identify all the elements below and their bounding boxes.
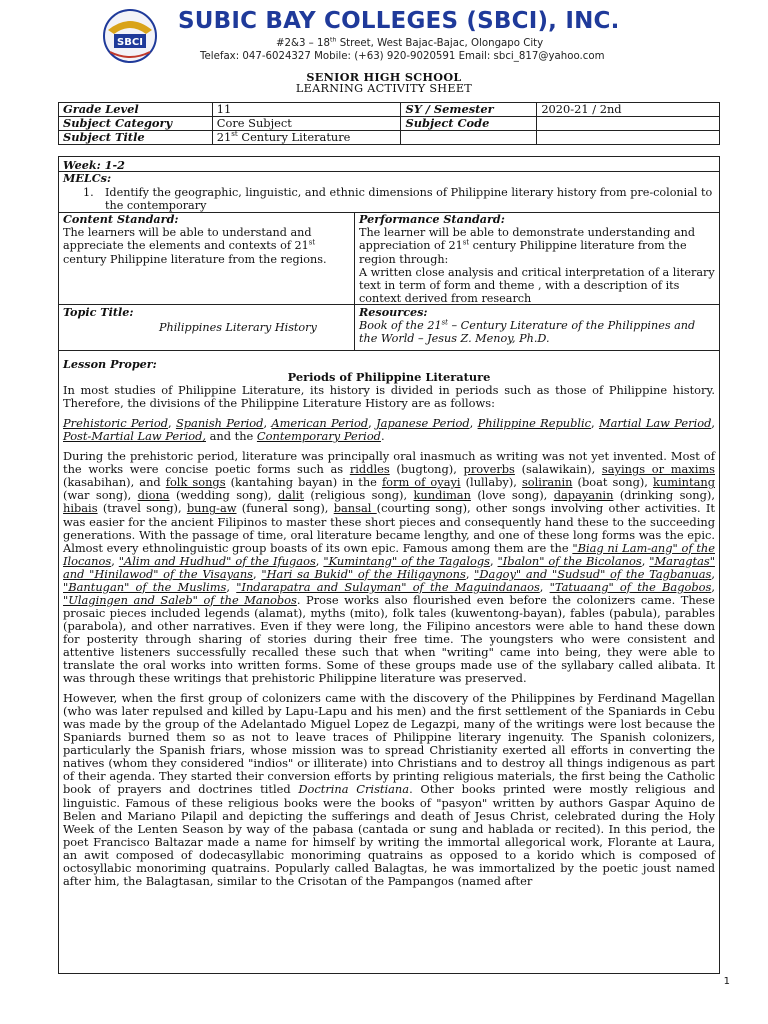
lesson-proper: [59, 355, 719, 895]
logo-text: SBCI: [117, 37, 143, 48]
subject-title-label: Subject Title: [59, 131, 213, 145]
melcs-section: [59, 157, 719, 213]
subject-title-value: 21st Century Literature: [212, 131, 401, 145]
performance-standard-detail: A written close analysis and critical interpretation of a literary text in term of form and theme , with a description of its context derived from research: [359, 265, 715, 306]
college-name: SUBIC BAY COLLEGES (SBCI), INC.: [178, 8, 620, 34]
subject-code-label: Subject Code: [401, 117, 537, 131]
subject-category-label: Subject Category: [59, 117, 213, 131]
melcs-label: MELCs:: [63, 171, 112, 185]
subject-info-table: [58, 102, 720, 145]
college-contact: Telefax: 047-6024327 Mobile: (+63) 920-9020591 Email: sbci_817@yahoo.com: [200, 51, 605, 62]
lesson-heading: Periods of Philippine Literature: [287, 370, 491, 385]
performance-standard: [355, 213, 719, 305]
grade-level-label: Grade Level: [59, 103, 213, 117]
subject-code-value: [537, 117, 720, 131]
lesson-frame: [58, 156, 720, 974]
resources-cell: [355, 306, 719, 346]
lesson-proper-label: Lesson Proper:: [63, 357, 157, 371]
school-level-title: SENIOR HIGH SCHOOL: [306, 70, 462, 84]
grade-level-value: 11: [212, 103, 401, 117]
content-standard-text: The learners will be able to understand and appreciate the elements and contexts of 21st century Philippine literature from the regions.: [63, 226, 327, 266]
sy-semester-value: 2020-21 / 2nd: [537, 103, 720, 117]
lesson-intro: In most studies of Philippine Literature, its history is divided in periods such as those of Philippine history. Therefore, the divisions of the Philippine Literature History are as follows:: [63, 383, 715, 411]
college-address: #2&3 – 18th Street, West Bajac-Bajac, Olongapo City: [276, 36, 544, 49]
week-label: Week: 1-2: [63, 158, 125, 172]
periods-list: Prehistoric Period, Spanish Period, American Period, Japanese Period, Philippine Republic, Martial Law Period, Post-Martial Law Period, and the Contemporary Period.: [63, 416, 715, 444]
topic-title-label: Topic Title:: [63, 305, 134, 319]
subject-category-value: Core Subject: [212, 117, 401, 131]
prehistoric-paragraph: During the prehistoric period, literature was principally oral inasmuch as writing was not yet invented. Most of the works were concise poetic forms such as riddles (bugtong), proverbs (salawikain), sayings or maxims (kasabihan), and folk songs (kantahing bayan) in the form of oyayi (lullaby), soliranin (boat song), kumintang (war song), diona (wedding song), dalit (religious song), kundiman (love song), dapayanin (drinking song), hibais (travel song), bung-aw (funeral song), bansal (courting song), other songs involving other activities. It was easier for the ancient Filipinos to master these short pieces and consequently hand these to the succeeding generations. With the passage of time, oral literature became lengthy, and one of these long forms was the epic. Almost every ethnolinguistic group boasts of its own epic. Famous among them are the "Biag ni Lam-ang" of the Ilocanos, "Alim and Hudhud" of the Ifugaos, "Kumintang" of the Tagalogs, "Ibalon" of the Bicolanos, "Maragtas" and "Hinilawod" of the Visayans, "Hari sa Bukid" of the Hiligaynons, "Dagoy" and "Sudsud" of the Tagbanuas, "Bantugan" of the Muslims, "Indarapatra and Sulayman" of the Maguindanaos, "Tatuaang" of the Bagobos, "Ulagingen and Saleb" of the Manobos. Prose works also flourished even before the colonizers came. These prosaic pieces included legends (alamat), myths (mito), folk tales (kuwentong-bayan), fables (pabula), parables (parabola), and other narratives. Even if they were long, the Filipino ancestors were able to hand these down for posterity through sharing of stories during their free time. The youngsters who were consistent and attentive listeners successfully recalled these such that when "writing" came into being, they were able to translate the oral works into written forms. Some of these groups made use of the syllabary called alibata. It was through these writings that prehistoric Philippine literature was preserved.: [63, 449, 716, 686]
performance-standard-label: Performance Standard:: [359, 212, 505, 226]
page-number: 1: [723, 976, 730, 987]
topic-title-value: Philippines Literary History: [159, 321, 317, 335]
sheet-title: LEARNING ACTIVITY SHEET: [295, 82, 473, 95]
melc-item: Identify the geographic, linguistic, and ethnic dimensions of Philippine literary history from pre-colonial to the contemporary: [105, 186, 713, 213]
resources-value: Book of the 21st – Century Literature of the Philippines and the World – Jesus Z. Menoy, Ph.D.: [359, 318, 696, 346]
standards-section: [59, 213, 719, 305]
topic-section: [59, 305, 719, 351]
performance-standard-text: The learner will be able to demonstrate understanding and appreciation of 21st century Philippine literature from the region through:: [359, 226, 695, 266]
topic-title-cell: [59, 306, 354, 334]
sy-semester-label: SY / Semester: [401, 103, 537, 117]
content-standard: [59, 213, 354, 266]
content-standard-label: Content Standard:: [63, 212, 179, 226]
melc-number: 1.: [83, 186, 94, 199]
spanish-period-paragraph: However, when the first group of colonizers came with the discovery of the Philippines by Ferdinand Magellan (who was later repulsed and killed by Lapu-Lapu and his men) and the first settlement of the Spaniards in Cebu was made by the group of the Adelantado Miguel Lopez de Legazpi, many of the writings were lost because the Spaniards burned them so as not to leave traces of Philippine literary ingenuity. The Spanish colonizers, particularly the Spanish friars, whose mission was to spread Christianity exerted all efforts in converting the natives (whom they considered "indios" or illiterate) into Christians and to destroy all things indigenous as part of their agenda. They started their conversion efforts by printing religious materials, the first being the Catholic book of prayers and doctrines titled Doctrina Cristiana. Other books printed were mostly religious and linguistic. Famous of these religious books were the books of "pasyon" written by authors Gaspar Aquino de Belen and Mariano Pilapil and depicting the sufferings and death of Jesus Christ, celebrated during the Holy Week of the Lenten Season by way of the pabasa (cantada or sung and hablada or recited). In this period, the poet Francisco Baltazar made a name for himself by writing the immortal allegorical work, Florante at Laura, an awit composed of dodecasyllabic monoriming quatrains as opposed to a korido which is composed of octosyllabic monoriming quatrains. Popularly called Balagtas, he was immortalized by the poetic joust named after him, the Balagtasan, similar to the Crisotan of the Pampangos (named after: [63, 691, 716, 888]
college-logo: [100, 8, 162, 64]
letterhead: [100, 8, 680, 66]
resources-label: Resources:: [359, 305, 428, 319]
